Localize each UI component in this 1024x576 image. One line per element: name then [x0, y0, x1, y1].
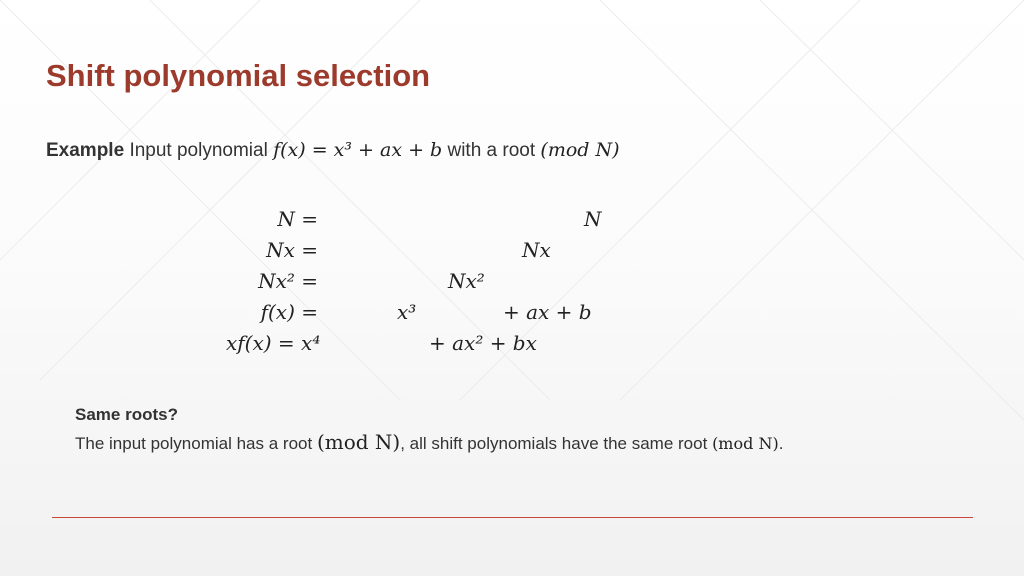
slide-title: Shift polynomial selection	[46, 58, 431, 93]
equation-lhs: f(x) =	[260, 300, 318, 324]
roots-mod-large: (mod N)	[316, 430, 401, 454]
equation-term: + ax + b	[503, 300, 592, 324]
example-label: Example	[46, 140, 125, 161]
example-modulus: (mod N)	[540, 139, 620, 161]
same-roots-text	[75, 430, 783, 454]
equation-term: Nx	[522, 238, 551, 262]
bottom-divider	[52, 517, 973, 518]
example-connector: with a root	[447, 140, 536, 161]
roots-text-before: The input polynomial has a root	[75, 434, 313, 453]
equation-lhs: Nx² =	[258, 269, 318, 293]
roots-mod-small: (mod N)	[712, 434, 779, 453]
roots-text-after: , all shift polynomials have the same root	[400, 434, 708, 453]
input-polynomial: f(x) = x³ + ax + b	[273, 139, 443, 161]
equation-lhs: Nx =	[266, 238, 318, 262]
equation-lhs: N =	[277, 207, 318, 231]
example-intro: Input polynomial	[129, 140, 268, 161]
equation-term: + ax² + bx	[429, 331, 537, 355]
equation-lhs: xf(x) = x⁴	[226, 331, 321, 355]
equation-term: x³	[397, 300, 417, 324]
equation-term: Nx²	[448, 269, 485, 293]
same-roots-heading: Same roots?	[75, 405, 178, 424]
equation-term: N	[584, 207, 602, 231]
roots-text-end: .	[778, 434, 784, 453]
